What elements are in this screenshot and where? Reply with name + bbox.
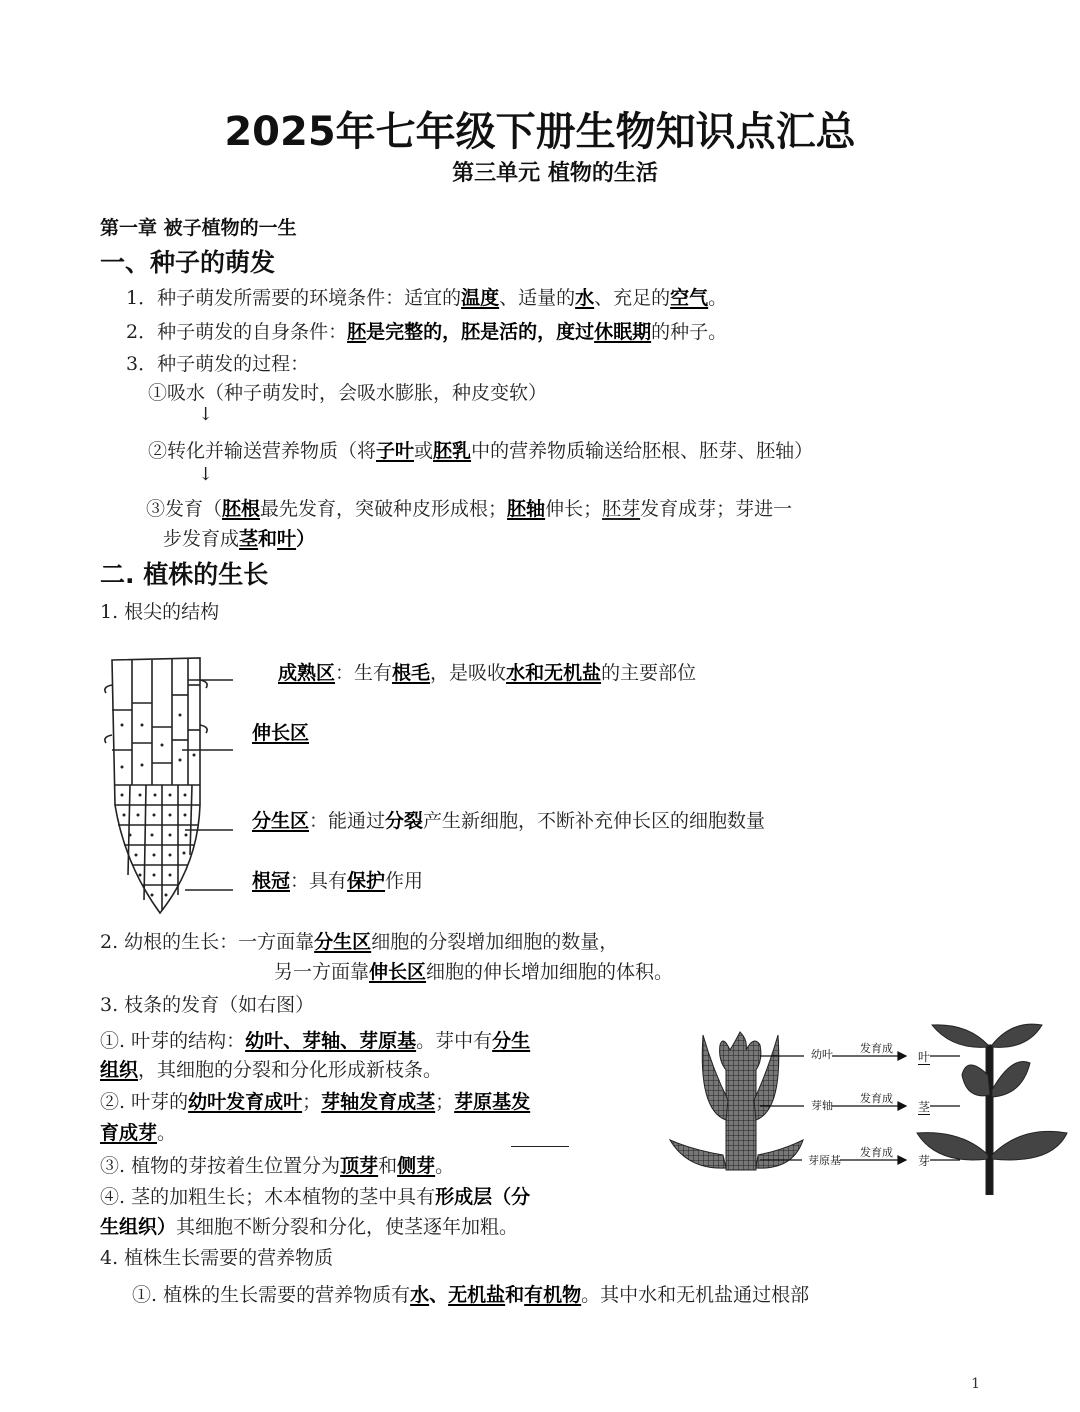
branch-illustration bbox=[912, 1015, 1072, 1195]
keyword-stem-dev: 芽轴发育成茎 bbox=[321, 1091, 436, 1113]
text: 、 bbox=[429, 1284, 449, 1306]
text: 、充足的 bbox=[594, 287, 671, 309]
branch-point-1-cont bbox=[100, 1055, 442, 1082]
branch-development-label: 3. 枝条的发育（如右图） bbox=[100, 994, 315, 1016]
result-bud: 芽 bbox=[918, 1154, 931, 1168]
section-heading-plant-growth: 二. 植株的生长 bbox=[100, 560, 269, 589]
seed-self-conditions bbox=[126, 317, 727, 344]
keyword-plumule: 胚芽 bbox=[602, 498, 641, 520]
text: ③发育（ bbox=[146, 498, 223, 520]
zone-meristematic bbox=[252, 806, 765, 833]
chapter-heading: 第一章 被子植物的一生 bbox=[100, 217, 297, 239]
bud-part-bud-primordium: 芽原基 bbox=[808, 1154, 841, 1167]
keyword-terminal-bud: 顶芽 bbox=[340, 1155, 379, 1177]
keyword-temperature: 温度 bbox=[461, 287, 500, 309]
keyword-protection: 保护 bbox=[347, 870, 386, 892]
text: 另一方面靠 bbox=[274, 961, 370, 983]
text: 、适量的 bbox=[499, 287, 576, 309]
down-arrow-icon: ↓ bbox=[198, 404, 214, 425]
text: 1．种子萌发所需要的环境条件：适宜的 bbox=[126, 287, 462, 309]
text: 其细胞不断分裂和分化，使茎逐年加粗。 bbox=[176, 1216, 519, 1238]
text: 作用 bbox=[385, 870, 424, 892]
text: 的主要部位 bbox=[601, 662, 697, 684]
down-arrow-icon: ↓ bbox=[198, 464, 214, 485]
text: ； bbox=[302, 1091, 322, 1113]
branch-point-3 bbox=[100, 1151, 454, 1178]
text: 伸长； bbox=[545, 498, 603, 520]
text: 步发育成 bbox=[163, 528, 240, 550]
keyword-air: 空气 bbox=[670, 287, 709, 309]
keyword-dormancy: 休眠期 bbox=[594, 321, 652, 343]
text: ：能通过 bbox=[309, 810, 386, 832]
young-root-growth-cont bbox=[274, 957, 673, 984]
text: 或 bbox=[414, 440, 434, 462]
zone-name: 分生区 bbox=[252, 810, 310, 832]
zone-elongation bbox=[252, 718, 309, 745]
text: 2．种子萌发的自身条件： bbox=[126, 321, 348, 343]
young-root-growth bbox=[100, 927, 618, 954]
zone-maturation bbox=[278, 658, 696, 685]
text: 和 bbox=[378, 1155, 398, 1177]
germination-step-2 bbox=[148, 436, 813, 463]
text: 中的营养物质输送给胚根、胚芽、胚轴） bbox=[471, 440, 814, 462]
text: ； bbox=[435, 1091, 455, 1113]
keyword-water: 水 bbox=[575, 287, 595, 309]
keyword-meristematic: 分生区 bbox=[314, 931, 372, 953]
keyword-meristem-tissue: 生组织） bbox=[100, 1216, 177, 1238]
germination-process-label: 3．种子萌发的过程： bbox=[126, 353, 310, 375]
keyword-elongation: 伸长区 bbox=[369, 961, 427, 983]
bud-part-young-leaf: 幼叶 bbox=[811, 1048, 833, 1061]
text: ，其细胞的分裂和分化形成新枝条。 bbox=[138, 1059, 443, 1081]
text: 。 bbox=[708, 287, 728, 309]
keyword-bud-dev-cont: 育成芽 bbox=[100, 1122, 158, 1144]
keyword-bud-dev: 芽原基发 bbox=[454, 1091, 531, 1113]
keyword-endosperm: 胚乳 bbox=[433, 440, 472, 462]
text: 细胞的分裂增加细胞的数量， bbox=[371, 931, 619, 953]
keyword-cambium: 形成层（分 bbox=[435, 1186, 531, 1208]
keyword-tissue: 组织 bbox=[100, 1059, 139, 1081]
keyword-embryo: 胚 bbox=[347, 321, 367, 343]
keyword-meristem: 分生 bbox=[492, 1030, 531, 1052]
text: 。 bbox=[435, 1155, 455, 1177]
root-tip-label: 1. 根尖的结构 bbox=[100, 601, 220, 623]
text: ：生有 bbox=[335, 662, 393, 684]
text: 是完整的，胚是活的，度过 bbox=[366, 321, 595, 343]
text: 。其中水和无机盐通过根部 bbox=[581, 1284, 810, 1306]
text: 最先发育，突破种皮形成根； bbox=[260, 498, 508, 520]
keyword-water-minerals: 水和无机盐 bbox=[506, 662, 602, 684]
seed-env-conditions bbox=[126, 283, 727, 310]
text: 和 bbox=[258, 528, 278, 550]
text: ③. 植物的芽按着生位置分为 bbox=[100, 1155, 341, 1177]
keyword-bud-parts: 幼叶、芽轴、芽原基 bbox=[245, 1030, 417, 1052]
branch-point-4-cont bbox=[100, 1212, 518, 1239]
branch-point-1 bbox=[100, 1026, 530, 1053]
text: ①. 植株的生长需要的营养物质有 bbox=[132, 1284, 411, 1306]
text: ①. 叶芽的结构： bbox=[100, 1030, 246, 1052]
section-heading-seed-germination: 一、种子的萌发 bbox=[100, 248, 276, 277]
keyword-root-hair: 根毛 bbox=[392, 662, 431, 684]
keyword-radicle: 胚根 bbox=[222, 498, 261, 520]
germination-step-3 bbox=[146, 494, 792, 521]
keyword-minerals: 无机盐 bbox=[448, 1284, 506, 1306]
text: 。芽中有 bbox=[416, 1030, 493, 1052]
germination-step-3-cont bbox=[163, 524, 315, 551]
branch-point-4 bbox=[100, 1182, 530, 1209]
keyword-hypocotyl: 胚轴 bbox=[507, 498, 546, 520]
branch-point-2 bbox=[100, 1087, 530, 1114]
blank-line bbox=[511, 1146, 569, 1147]
text: 产生新细胞，不断补充伸长区的细胞数量 bbox=[423, 810, 766, 832]
document-title: 2025年七年级下册生物知识点汇总 bbox=[224, 109, 856, 155]
text: ，是吸收 bbox=[430, 662, 507, 684]
bud-part-bud-axis: 芽轴 bbox=[811, 1099, 833, 1112]
text: 的种子。 bbox=[651, 321, 728, 343]
zone-name: 根冠 bbox=[252, 870, 291, 892]
root-tip-diagram bbox=[100, 655, 260, 920]
develops-into-label: 发育成 bbox=[860, 1092, 893, 1105]
zone-name: 成熟区 bbox=[278, 662, 336, 684]
nutrients-label: 4. 植株生长需要的营养物质 bbox=[100, 1247, 334, 1269]
nutrients-point-1 bbox=[132, 1280, 809, 1307]
keyword-stem: 茎 bbox=[239, 528, 259, 550]
result-leaf: 叶 bbox=[918, 1050, 931, 1064]
develops-into-label: 发育成 bbox=[860, 1042, 893, 1055]
text: 和 bbox=[505, 1284, 525, 1306]
keyword-division: 分裂 bbox=[385, 810, 424, 832]
zone-name: 伸长区 bbox=[252, 722, 310, 744]
text: 2. 幼根的生长：一方面靠 bbox=[100, 931, 315, 953]
germination-step-1: ①吸水（种子萌发时，会吸水膨胀，种皮变软） bbox=[148, 382, 548, 404]
text: 发育成芽；芽进一 bbox=[640, 498, 793, 520]
branch-point-2-cont bbox=[100, 1118, 176, 1145]
result-stem: 茎 bbox=[918, 1100, 931, 1114]
keyword-cotyledon: 子叶 bbox=[376, 440, 415, 462]
text: ②. 叶芽的 bbox=[100, 1091, 189, 1113]
text: 细胞的伸长增加细胞的体积。 bbox=[426, 961, 674, 983]
keyword-leaf-dev: 幼叶发育成叶 bbox=[188, 1091, 303, 1113]
keyword-water: 水 bbox=[410, 1284, 430, 1306]
keyword-leaf: 叶 bbox=[277, 528, 297, 550]
keyword-organic: 有机物 bbox=[524, 1284, 582, 1306]
develops-into-label: 发育成 bbox=[860, 1146, 893, 1159]
text: ②转化并输送营养物质（将 bbox=[148, 440, 377, 462]
text: ） bbox=[296, 528, 316, 550]
text: ：具有 bbox=[290, 870, 348, 892]
keyword-lateral-bud: 侧芽 bbox=[397, 1155, 436, 1177]
text: ④. 茎的加粗生长；木本植物的茎中具有 bbox=[100, 1186, 436, 1208]
unit-subtitle: 第三单元 植物的生活 bbox=[452, 161, 658, 186]
text: 。 bbox=[157, 1122, 177, 1144]
page-number: 1 bbox=[971, 1376, 980, 1392]
zone-root-cap bbox=[252, 866, 423, 893]
